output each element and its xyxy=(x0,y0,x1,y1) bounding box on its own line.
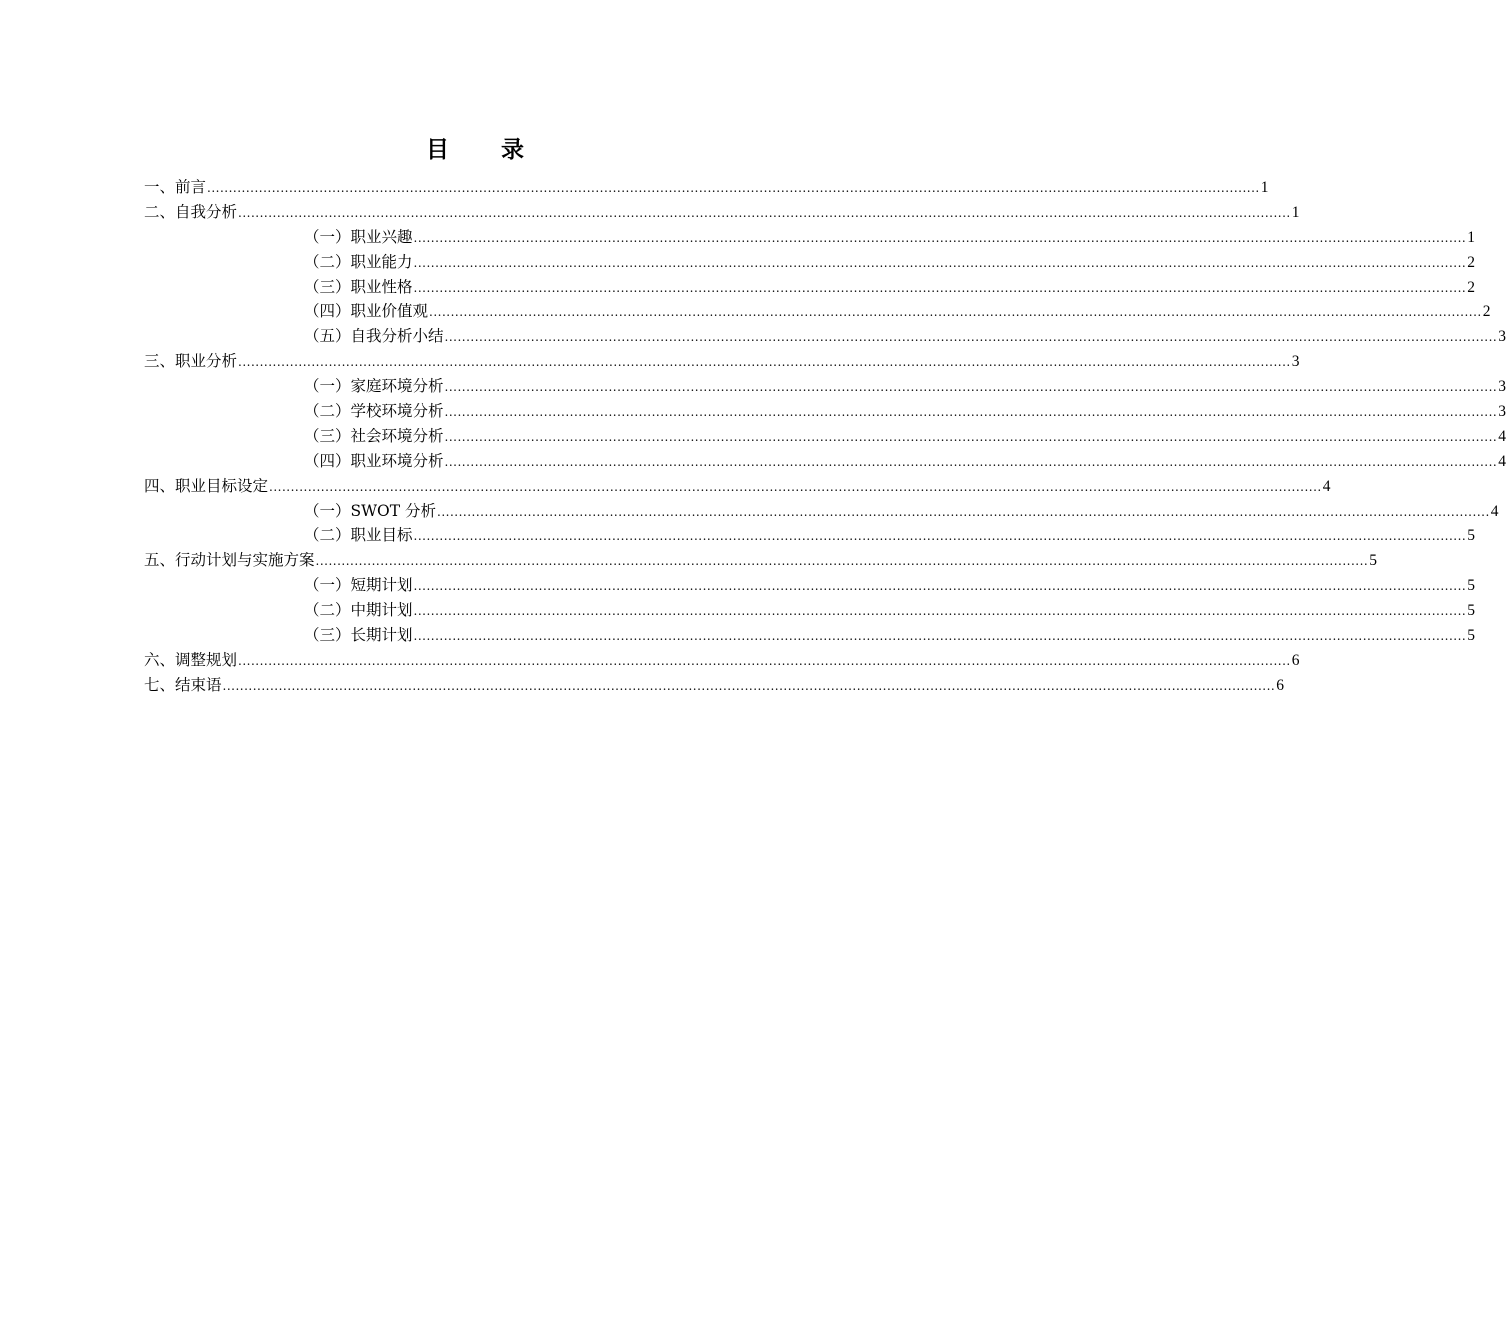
toc-entry[interactable] xyxy=(144,548,1377,573)
toc-dot-leader: .................................................................................................................................................................................................................................................... xyxy=(444,454,1498,469)
toc-entry-label: 一、前言 xyxy=(144,178,207,196)
toc-page-number: 3 xyxy=(1498,403,1506,421)
toc-entry[interactable] xyxy=(144,250,1475,275)
page-title: 目 录 xyxy=(425,136,546,163)
toc-entry[interactable] xyxy=(144,623,1475,648)
toc-dot-leader: .................................................................................................................................................................................................................................................... xyxy=(238,653,1291,668)
toc-entry-label: 三、职业分析 xyxy=(144,352,238,371)
toc-entry-label: 五、行动计划与实施方案 xyxy=(144,551,315,570)
toc-entry[interactable] xyxy=(144,399,1506,424)
toc-entry-label: （一）SWOT 分析 xyxy=(304,501,437,520)
toc-entry-label: （二）职业目标 xyxy=(304,526,413,545)
toc-dot-leader: .................................................................................................................................................................................................................................................... xyxy=(238,205,1291,220)
toc-page-number: 2 xyxy=(1467,253,1475,271)
toc-entry[interactable] xyxy=(144,573,1475,598)
toc-dot-leader: .................................................................................................................................................................................................................................................... xyxy=(238,355,1291,370)
toc-page-number: 5 xyxy=(1467,577,1475,595)
toc-entry[interactable] xyxy=(144,474,1331,499)
toc-page-number: 6 xyxy=(1276,676,1284,694)
toc-entry-label: 二、自我分析 xyxy=(144,202,238,221)
toc-page-number: 5 xyxy=(1467,602,1475,620)
toc-page-number: 4 xyxy=(1498,427,1506,445)
toc-page-number: 3 xyxy=(1498,378,1506,396)
toc-entry[interactable] xyxy=(144,324,1506,349)
toc-dot-leader: .................................................................................................................................................................................................................................................... xyxy=(207,181,1260,195)
toc-entry[interactable] xyxy=(144,349,1300,374)
toc-entry-label: 六、调整规划 xyxy=(144,650,238,669)
toc-page-number: 5 xyxy=(1467,627,1475,645)
toc-dot-leader: .................................................................................................................................................................................................................................................... xyxy=(413,529,1467,544)
toc-dot-leader: .................................................................................................................................................................................................................................................... xyxy=(413,230,1467,245)
toc-entry[interactable] xyxy=(144,275,1475,300)
toc-dot-leader: .................................................................................................................................................................................................................................................... xyxy=(444,380,1498,395)
toc-dot-leader: .................................................................................................................................................................................................................................................... xyxy=(437,504,1490,519)
toc-entry[interactable] xyxy=(144,225,1475,250)
toc-entry-label: （一）职业兴趣 xyxy=(304,227,413,246)
toc-entry[interactable] xyxy=(144,374,1506,399)
toc-dot-leader: .................................................................................................................................................................................................................................................... xyxy=(444,429,1498,444)
table-of-contents xyxy=(144,175,1506,698)
toc-entry-label: （四）职业价值观 xyxy=(304,302,429,321)
toc-page-number: 5 xyxy=(1467,527,1475,545)
toc-page-number: 4 xyxy=(1322,477,1331,495)
toc-page-number: 6 xyxy=(1291,651,1300,669)
toc-entry-label: 七、结束语 xyxy=(144,675,222,694)
toc-page-number: 1 xyxy=(1467,228,1475,246)
toc-page-number: 5 xyxy=(1369,552,1377,570)
toc-dot-leader: .................................................................................................................................................................................................................................................... xyxy=(269,479,1322,494)
toc-page-number: 2 xyxy=(1482,303,1491,321)
toc-dot-leader: .................................................................................................................................................................................................................................................... xyxy=(444,405,1498,420)
toc-entry-label: （二）职业能力 xyxy=(304,252,413,271)
toc-dot-leader: .................................................................................................................................................................................................................................................... xyxy=(413,629,1467,644)
toc-dot-leader: .................................................................................................................................................................................................................................................... xyxy=(444,330,1498,345)
toc-entry-label: 四、职业目标设定 xyxy=(144,476,269,495)
toc-page-number: 4 xyxy=(1498,452,1506,470)
toc-entry-label: （二）中期计划 xyxy=(304,601,413,620)
toc-dot-leader: .................................................................................................................................................................................................................................................... xyxy=(315,554,1369,569)
toc-entry-label: （三）职业性格 xyxy=(304,277,413,296)
toc-page-number: 1 xyxy=(1291,203,1300,221)
toc-dot-leader: .................................................................................................................................................................................................................................................... xyxy=(413,280,1467,295)
toc-entry[interactable] xyxy=(144,523,1475,548)
toc-page-number: 1 xyxy=(1260,179,1269,196)
toc-entry-label: （三）社会环境分析 xyxy=(304,426,444,445)
toc-dot-leader: .................................................................................................................................................................................................................................................... xyxy=(222,678,1276,693)
toc-entry-label: （一）家庭环境分析 xyxy=(304,377,444,396)
toc-dot-leader: .................................................................................................................................................................................................................................................... xyxy=(429,305,1482,320)
toc-dot-leader: .................................................................................................................................................................................................................................................... xyxy=(413,604,1467,619)
toc-entry-label: （三）长期计划 xyxy=(304,626,413,645)
toc-entry-label: （一）短期计划 xyxy=(304,576,413,595)
toc-entry[interactable] xyxy=(144,598,1475,623)
toc-page-number: 3 xyxy=(1291,353,1300,371)
toc-entry-label: （二）学校环境分析 xyxy=(304,402,444,421)
toc-page-number: 2 xyxy=(1467,278,1475,296)
toc-page-number: 3 xyxy=(1498,328,1506,346)
toc-dot-leader: .................................................................................................................................................................................................................................................... xyxy=(413,255,1467,270)
toc-entry[interactable] xyxy=(144,424,1506,449)
toc-entry-label: （五）自我分析小结 xyxy=(304,327,444,346)
toc-entry[interactable] xyxy=(144,673,1284,698)
toc-page-number: 4 xyxy=(1490,502,1499,520)
toc-entry-label: （四）职业环境分析 xyxy=(304,451,444,470)
toc-dot-leader: .................................................................................................................................................................................................................................................... xyxy=(413,579,1467,594)
toc-entry[interactable] xyxy=(144,648,1300,673)
toc-entry[interactable] xyxy=(144,449,1506,474)
toc-entry[interactable] xyxy=(144,200,1300,225)
toc-entry[interactable] xyxy=(144,499,1499,524)
toc-entry[interactable] xyxy=(144,175,1269,200)
toc-entry[interactable] xyxy=(144,299,1491,324)
